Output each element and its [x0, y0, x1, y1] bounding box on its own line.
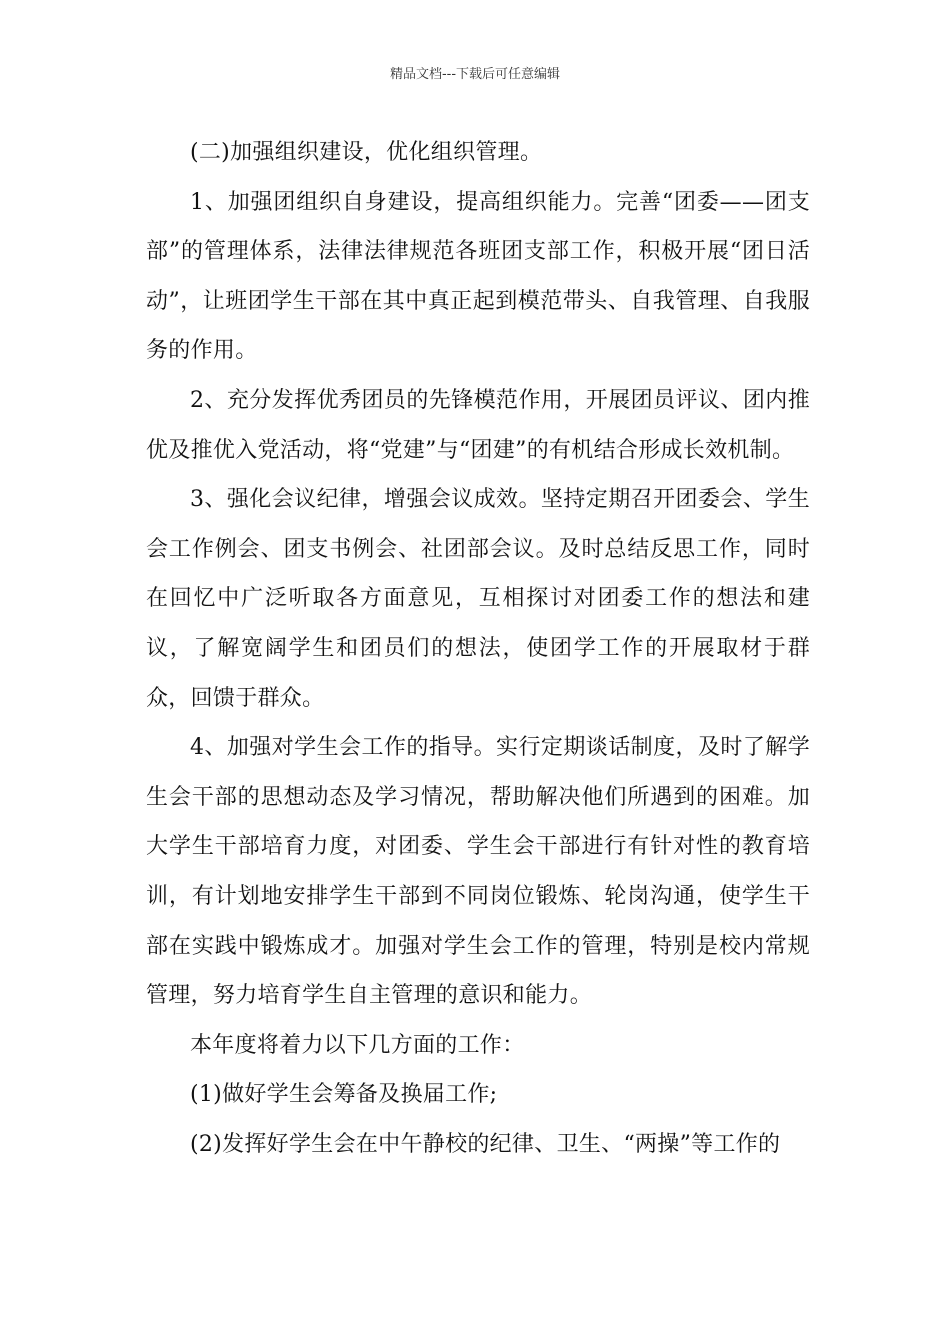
paragraph-4: 4、加强对学生会工作的指导。实行定期谈话制度，及时了解学生会干部的思想动态及学习情况，帮助解决他们所遇到的困难。加大学生干部培育力度，对团委、学生会干部进行有针对性的教育培训，有计划地安排学生干部到不同岗位锻炼、轮岗沟通，使学生干部在实践中锻炼成才。加强对学生会工作的管理，特别是校内常规管理，努力培育学生自主管理的意识和能力。	[146, 735, 810, 1009]
page-header: 精品文档---下载后可任意编辑	[389, 67, 561, 82]
work-item-1: (1)做好学生会筹备及换届工作;	[190, 1082, 498, 1108]
work-item-2: (2)发挥好学生会在中午静校的纪律、卫生、“两操”等工作的	[190, 1131, 781, 1157]
work-intro: 本年度将着力以下几方面的工作：	[190, 1032, 525, 1058]
paragraph-1: 1、加强团组织自身建设，提高组织能力。完善“团委——团支部”的管理体系，法律法律规范各班团支部工作，积极开展“团日活动”，让班团学生干部在其中真正起到模范带头、自我管理、自我服务的作用。	[146, 189, 810, 364]
section-heading: (二)加强组织建设，优化组织管理。	[190, 140, 543, 165]
document-body	[146, 128, 810, 1169]
paragraph-2: 2、充分发挥优秀团员的先锋模范作用，开展团员评议、团内推优及推优入党活动，将“党建”与“团建”的有机结合形成长效机制。	[146, 387, 810, 463]
paragraph-3: 3、强化会议纪律，增强会议成效。坚持定期召开团委会、学生会工作例会、团支书例会、社团部会议。及时总结反思工作，同时在回忆中广泛听取各方面意见，互相探讨对团委工作的想法和建议，了解宽阔学生和团员们的想法，使团学工作的开展取材于群众，回馈于群众。	[146, 487, 810, 711]
